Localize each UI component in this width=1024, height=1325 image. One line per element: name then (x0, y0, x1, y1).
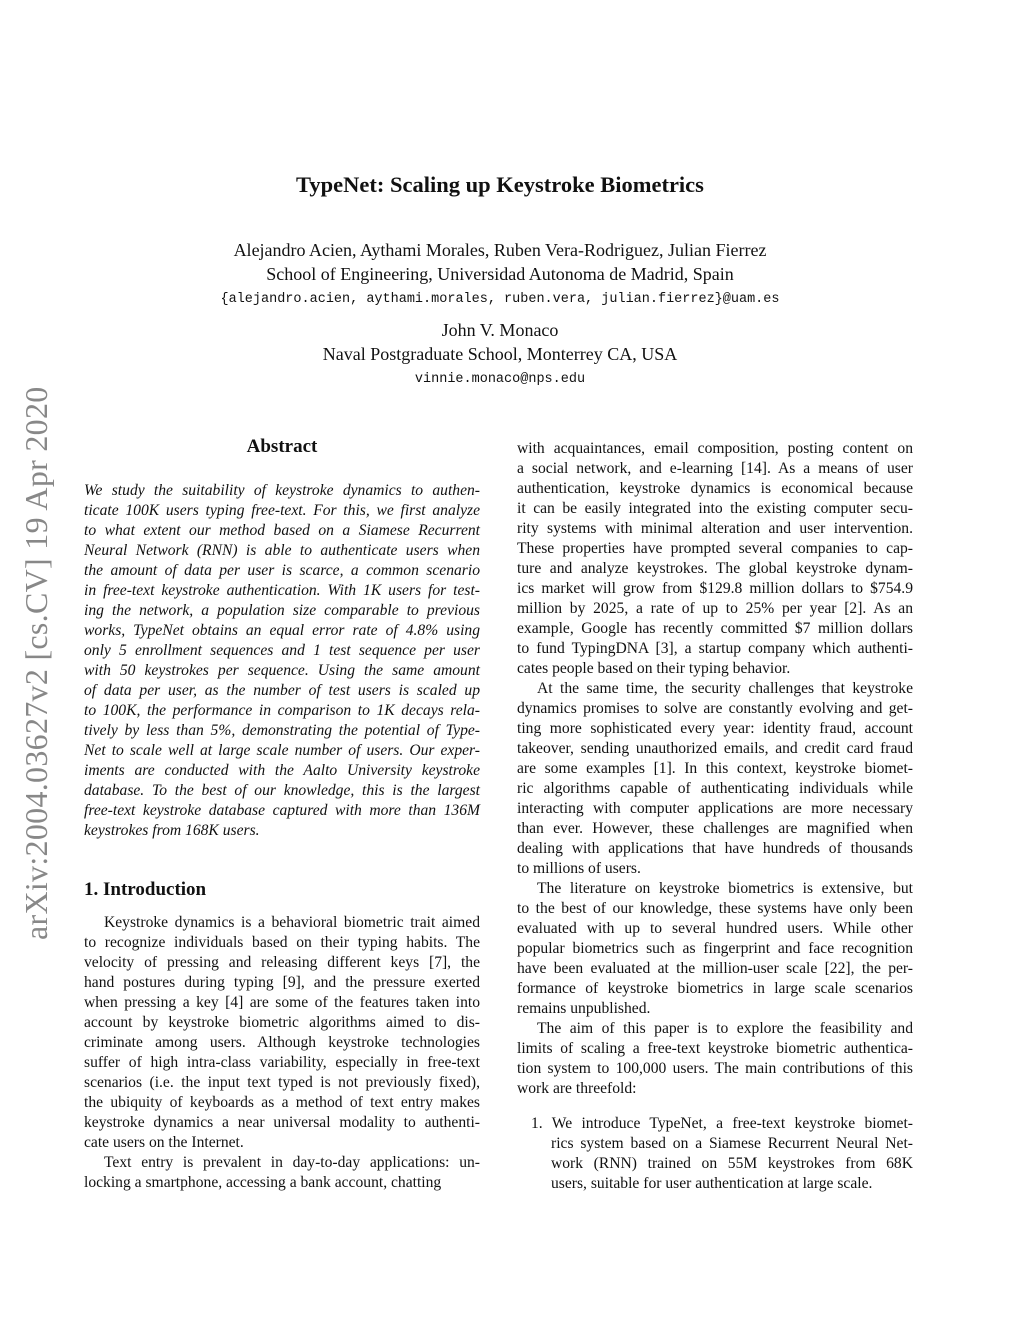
email-2: vinnie.monaco@nps.edu (414, 372, 586, 387)
text-line: than ever. However, these challenges are magnified when (517, 820, 913, 837)
text-line: The literature on keystroke biometrics is extensive, but (537, 880, 913, 897)
text-line: interacting with computer applications are more necessary (517, 800, 913, 817)
right-column (517, 439, 913, 1099)
affiliation-2: Naval Postgraduate School, Monterrey CA, USA (322, 344, 678, 364)
text-line: cate users on the Internet. (84, 1134, 244, 1151)
text-line: Text entry is prevalent in day-to-day applications: un- (104, 1154, 480, 1171)
text-line: the amount of data per user is scarce, a common scenario (84, 562, 480, 579)
text-line: locking a smartphone, accessing a bank account, chatting (84, 1174, 442, 1191)
text-line: to 100K, the performance in comparison to 1K decays rela- (84, 702, 480, 719)
text-line: popular biometrics such as fingerprint and face recognition (517, 940, 913, 957)
abstract-body (84, 481, 480, 841)
text-line: dynamics promises to solve are constantly evolving and get- (517, 700, 913, 717)
paragraph (517, 439, 913, 679)
text-line: with 50 keystrokes per sequence. Using the same amount (84, 662, 480, 679)
text-line: with acquaintances, email composition, posting content on (517, 440, 913, 457)
text-line: have been evaluated at the million-user scale [22], the per- (517, 960, 913, 977)
text-line: to millions of users. (517, 860, 641, 877)
text-line: evaluated with up to several hundred users. While other (517, 920, 913, 937)
text-line: limits of scaling a free-text keystroke biometric authentica- (517, 1040, 913, 1057)
paragraph (517, 1019, 913, 1099)
abstract-heading: Abstract (246, 436, 318, 457)
contributions-list (517, 1114, 913, 1194)
text-line: works, TypeNet obtains an equal error rate of 4.8% using (84, 622, 480, 639)
text-line: At the same time, the security challenges that keystroke (537, 680, 913, 697)
text-line: ture and analyze keystrokes. The global keystroke dynam- (517, 560, 913, 577)
text-line: Net to scale well at large scale number of users. Our exper- (84, 742, 480, 759)
text-line: 1. We introduce TypeNet, a free-text keystroke biomet- (531, 1115, 913, 1132)
list-item (517, 1114, 913, 1194)
text-line: account by keystroke biometric algorithms aimed to dis- (84, 1014, 480, 1031)
text-line: We study the suitability of keystroke dynamics to authen- (84, 482, 480, 499)
paragraph (517, 679, 913, 879)
affiliation-1: School of Engineering, Universidad Autonoma de Madrid, Spain (266, 264, 734, 284)
text-line: the ubiquity of keyboards as a method of text entry makes (84, 1094, 480, 1111)
text-line: only 5 enrollment sequences and 1 test sequence per user (84, 642, 480, 659)
paragraph (84, 1153, 480, 1193)
text-line: database. To the best of our knowledge, this is the largest (84, 782, 480, 799)
text-line: These properties have prompted several companies to cap- (517, 540, 913, 557)
introduction-heading: 1. Introduction (84, 879, 207, 900)
text-line: a social network, and e-learning [14]. As a means of user (517, 460, 913, 477)
text-line: iments are conducted with the Aalto University keystroke (84, 762, 480, 779)
text-line: scenarios (i.e. the input text typed is not previously fixed), (84, 1074, 480, 1091)
paragraph (517, 879, 913, 1019)
text-line: hand postures during typing [9], and the pressure exerted (84, 974, 480, 991)
text-line: to the best of our knowledge, these systems have only been (517, 900, 913, 917)
text-line: it can be easily integrated into the existing computer secu- (517, 500, 913, 517)
text-line: suffer of high intra-class variability, especially in free-text (84, 1054, 480, 1071)
text-line: ric algorithms capable of authenticating individuals while (517, 780, 913, 797)
text-line: keystroke dynamics a near universal modality to authenti- (84, 1114, 480, 1131)
text-line: rity systems with minimal alteration and user intervention. (517, 520, 913, 537)
intro-left-column (84, 913, 480, 1193)
text-line: ing the network, a population size comparable to previous (84, 602, 480, 619)
text-line: remains unpublished. (517, 1000, 651, 1017)
abstract-paragraph (84, 481, 480, 841)
text-line: work (RNN) trained on 55M keystrokes from 68K (551, 1155, 913, 1172)
text-line: users, suitable for user authentication at large scale. (551, 1175, 873, 1192)
paragraph (84, 913, 480, 1153)
text-line: Keystroke dynamics is a behavioral biometric trait aimed (104, 914, 480, 931)
text-line: cates people based on their typing behavior. (517, 660, 791, 677)
text-line: dealing with applications that have hundreds of thousands (517, 840, 913, 857)
text-line: rics system based on a Siamese Recurrent Neural Net- (551, 1135, 913, 1152)
arxiv-identifier: arXiv:2004.03627v2 [cs.CV] 19 Apr 2020 (18, 386, 54, 940)
text-line: when pressing a key [4] are some of the features taken into (84, 994, 480, 1011)
text-line: keystrokes from 168K users. (84, 822, 260, 839)
text-line: ting more sophisticated every year: identity fraud, account (517, 720, 913, 737)
authors-line-2: John V. Monaco (441, 320, 559, 340)
text-line: formance of keystroke biometrics in large scale scenarios (517, 980, 913, 997)
text-line: The aim of this paper is to explore the feasibility and (537, 1020, 913, 1037)
authors-line-1: Alejandro Acien, Aythami Morales, Ruben Vera-Rodriguez, Julian Fierrez (233, 240, 767, 260)
text-line: ticate 100K users typing free-text. For this, we first analyze (84, 502, 480, 519)
text-line: example, Google has recently committed $7 million dollars (517, 620, 913, 637)
text-line: to fund TypingDNA [3], a startup company which authenti- (517, 640, 913, 657)
text-line: are some examples [1]. In this context, keystroke biomet- (517, 760, 913, 777)
paper-title: TypeNet: Scaling up Keystroke Biometrics (296, 172, 704, 197)
text-line: of data per user, as the number of test users is scaled up (84, 682, 480, 699)
text-line: million by 2025, a rate of up to 25% per year [2]. As an (517, 600, 913, 617)
text-line: to recognize individuals based on their typing habits. The (84, 934, 480, 951)
text-line: work are threefold: (517, 1080, 637, 1097)
text-line: authentication, keystroke dynamics is economical because (517, 480, 913, 497)
text-line: tion system to 100,000 users. The main contributions of this (517, 1060, 913, 1077)
text-line: criminate among users. Although keystroke technologies (84, 1034, 480, 1051)
emails-1: {alejandro.acien, aythami.morales, ruben.vera, julian.fierrez}@uam.es (220, 292, 780, 307)
text-line: in free-text keystroke authentication. With 1K users for test- (84, 582, 480, 599)
text-line: ics market will grow from $129.8 million dollars to $754.9 (517, 580, 913, 597)
text-line: free-text keystroke database captured with more than 136M (84, 802, 480, 819)
text-line: tively by less than 5%, demonstrating the potential of Type- (84, 722, 480, 739)
text-line: Neural Network (RNN) is able to authenticate users when (84, 542, 480, 559)
text-line: takeover, sending unauthorized emails, and credit card fraud (517, 740, 913, 757)
text-line: velocity of pressing and releasing different keys [7], the (84, 954, 480, 971)
text-line: to what extent our method based on a Siamese Recurrent (84, 522, 480, 539)
